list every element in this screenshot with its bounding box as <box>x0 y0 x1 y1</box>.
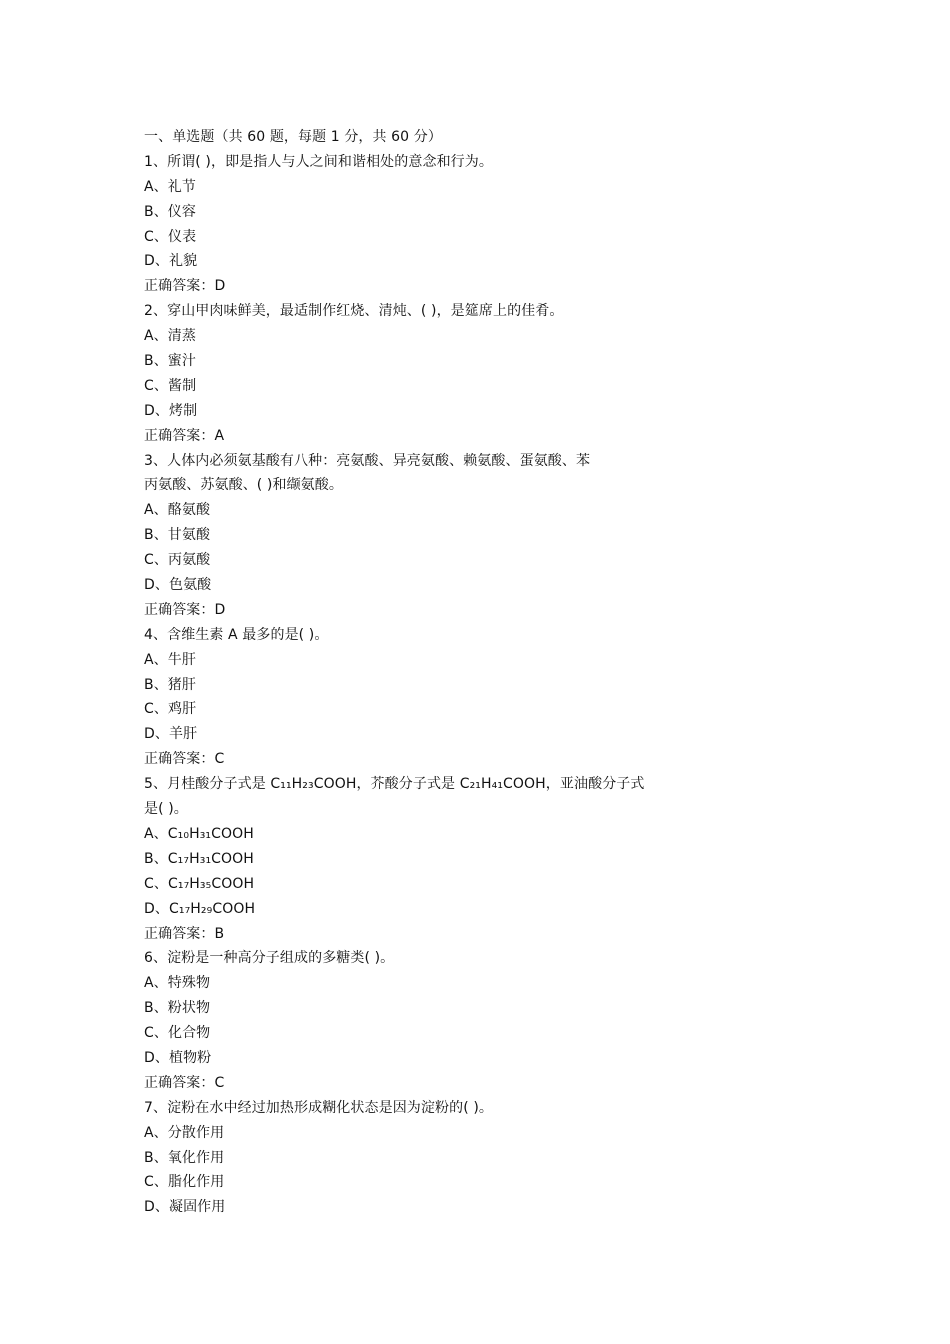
answer-option: A、礼节 <box>144 178 196 195</box>
question-block <box>144 946 704 1095</box>
answer-option: B、仪容 <box>144 203 197 220</box>
question-block <box>144 772 704 946</box>
question-stem: 丙氨酸、苏氨酸、( )和缬氨酸。 <box>144 477 343 494</box>
answer-option: D、礼貌 <box>144 253 198 270</box>
answer-option: D、C₁₇H₂₉COOH <box>144 900 256 917</box>
question-stem: 1、所谓( )，即是指人与人之间和谐相处的意念和行为。 <box>144 153 493 170</box>
question-block <box>144 299 704 448</box>
question-list <box>144 150 704 1220</box>
answer-option: A、酪氨酸 <box>144 502 211 519</box>
question-stem: 7、淀粉在水中经过加热形成糊化状态是因为淀粉的( )。 <box>144 1099 493 1116</box>
question-stem: 6、淀粉是一种高分子组成的多糖类( )。 <box>144 950 395 967</box>
answer-option: D、植物粉 <box>144 1049 212 1066</box>
correct-answer: 正确答案：B <box>144 925 225 942</box>
question-block <box>144 623 704 772</box>
answer-option: C、丙氨酸 <box>144 552 211 569</box>
answer-option: D、羊肝 <box>144 726 198 743</box>
answer-option: A、C₁₀H₃₁COOH <box>144 825 254 842</box>
correct-answer: 正确答案：C <box>144 1074 225 1091</box>
question-block <box>144 449 704 623</box>
answer-option: A、特殊物 <box>144 975 211 992</box>
answer-option: B、氧化作用 <box>144 1149 225 1166</box>
answer-option: C、鸡肝 <box>144 701 197 718</box>
answer-option: C、仪表 <box>144 228 197 245</box>
question-stem: 5、月桂酸分子式是 C₁₁H₂₃COOH，芥酸分子式是 C₂₁H₄₁COOH，亚油酸分子式 <box>144 776 645 793</box>
correct-answer: 正确答案：A <box>144 427 225 444</box>
correct-answer: 正确答案：D <box>144 278 226 295</box>
answer-option: A、牛肝 <box>144 651 196 668</box>
correct-answer: 正确答案：C <box>144 751 225 768</box>
question-stem: 3、人体内必须氨基酸有八种：亮氨酸、异亮氨酸、赖氨酸、蛋氨酸、苯 <box>144 452 591 469</box>
answer-option: D、凝固作用 <box>144 1199 226 1216</box>
answer-option: B、甘氨酸 <box>144 527 211 544</box>
answer-option: A、清蒸 <box>144 328 196 345</box>
answer-option: C、C₁₇H₃₅COOH <box>144 875 255 892</box>
question-stem: 是( )。 <box>144 801 188 818</box>
answer-option: A、分散作用 <box>144 1124 225 1141</box>
answer-option: C、化合物 <box>144 1025 211 1042</box>
answer-option: B、猪肝 <box>144 676 197 693</box>
answer-option: C、酱制 <box>144 377 197 394</box>
answer-option: B、蜜汁 <box>144 353 197 370</box>
question-stem: 4、含维生素 A 最多的是( )。 <box>144 626 329 643</box>
exam-content <box>144 125 704 1220</box>
question-block <box>144 150 704 299</box>
question-block <box>144 1096 704 1220</box>
answer-option: C、脂化作用 <box>144 1174 225 1191</box>
answer-option: B、粉状物 <box>144 1000 211 1017</box>
answer-option: B、C₁₇H₃₁COOH <box>144 850 254 867</box>
question-stem: 2、穿山甲肉味鲜美，最适制作红烧、清炖、( )，是筵席上的佳肴。 <box>144 303 564 320</box>
correct-answer: 正确答案：D <box>144 601 226 618</box>
section-heading: 一、单选题（共 60 题，每题 1 分，共 60 分） <box>144 129 442 145</box>
answer-option: D、烤制 <box>144 402 198 419</box>
answer-option: D、色氨酸 <box>144 577 212 594</box>
